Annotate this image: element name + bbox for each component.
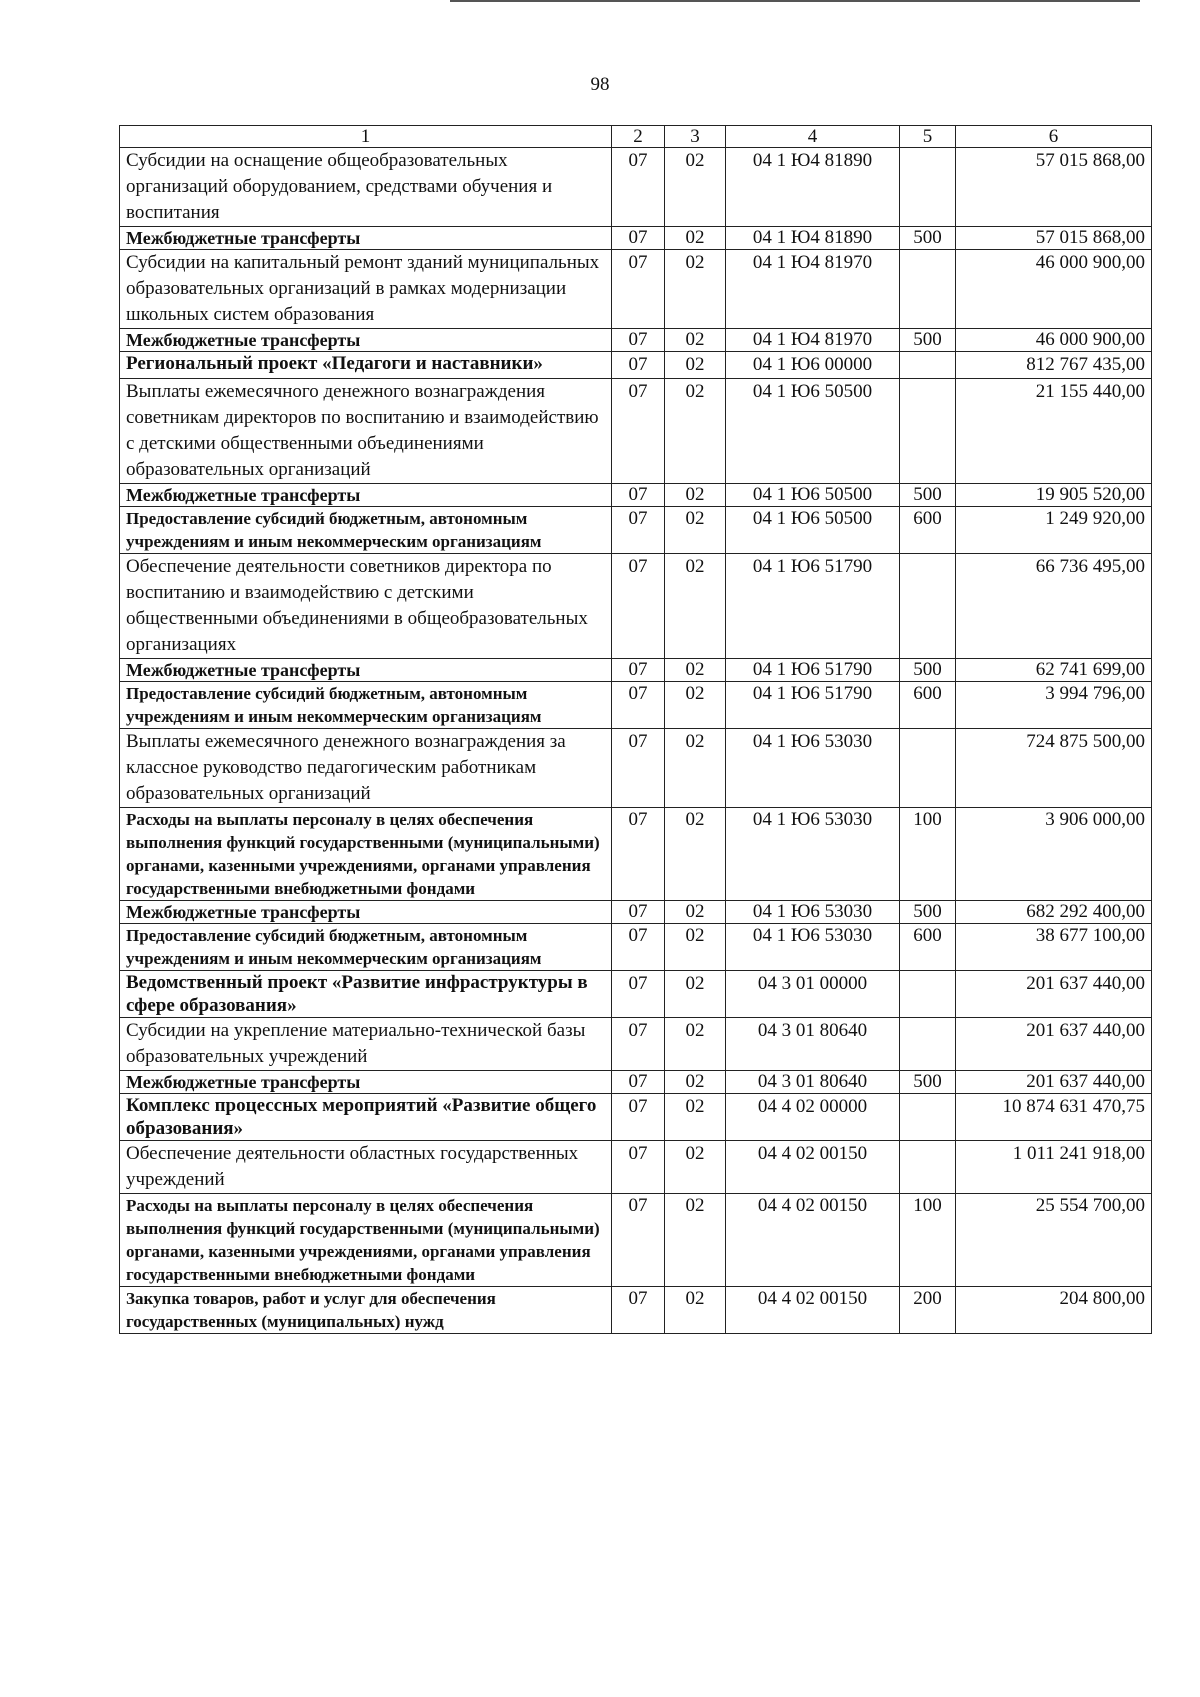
row-expense-type: 600 <box>900 507 956 554</box>
table-row <box>120 1287 1152 1334</box>
row-section: 07 <box>612 1194 665 1287</box>
row-target-article: 04 3 01 80640 <box>726 1071 900 1094</box>
row-amount: 25 554 700,00 <box>956 1194 1152 1287</box>
row-subsection: 02 <box>665 329 726 352</box>
row-subsection: 02 <box>665 379 726 484</box>
row-subsection: 02 <box>665 554 726 659</box>
table-row <box>120 554 1152 659</box>
row-amount: 812 767 435,00 <box>956 352 1152 379</box>
row-section: 07 <box>612 1018 665 1071</box>
row-name: Ведомственный проект «Развитие инфраструктуры в сфере образования» <box>120 971 612 1018</box>
row-section: 07 <box>612 250 665 329</box>
row-subsection: 02 <box>665 227 726 250</box>
row-section: 07 <box>612 554 665 659</box>
row-amount: 724 875 500,00 <box>956 729 1152 808</box>
table-row <box>120 971 1152 1018</box>
row-name: Межбюджетные трансферты <box>120 227 612 250</box>
row-target-article: 04 4 02 00000 <box>726 1094 900 1141</box>
row-name: Обеспечение деятельности областных государственных учреждений <box>120 1141 612 1194</box>
row-section: 07 <box>612 1287 665 1334</box>
row-section: 07 <box>612 901 665 924</box>
row-expense-type <box>900 1094 956 1141</box>
row-amount: 201 637 440,00 <box>956 1018 1152 1071</box>
header-col-3: 3 <box>665 126 726 148</box>
row-expense-type <box>900 729 956 808</box>
row-section: 07 <box>612 352 665 379</box>
row-subsection: 02 <box>665 250 726 329</box>
row-subsection: 02 <box>665 659 726 682</box>
row-name: Обеспечение деятельности советников директора по воспитанию и взаимодействию с детскими общественными объединениями в общеобразовательных организациях <box>120 554 612 659</box>
row-target-article: 04 1 Ю6 50500 <box>726 484 900 507</box>
table-row <box>120 659 1152 682</box>
header-col-5: 5 <box>900 126 956 148</box>
row-target-article: 04 4 02 00150 <box>726 1141 900 1194</box>
row-expense-type: 500 <box>900 901 956 924</box>
row-section: 07 <box>612 1071 665 1094</box>
table-row <box>120 682 1152 729</box>
row-name: Межбюджетные трансферты <box>120 1071 612 1094</box>
row-section: 07 <box>612 484 665 507</box>
row-name: Субсидии на капитальный ремонт зданий муниципальных образовательных организаций в рамках модернизации школьных систем образования <box>120 250 612 329</box>
row-amount: 204 800,00 <box>956 1287 1152 1334</box>
row-expense-type: 100 <box>900 1194 956 1287</box>
table-row <box>120 352 1152 379</box>
row-amount: 62 741 699,00 <box>956 659 1152 682</box>
row-expense-type: 500 <box>900 329 956 352</box>
row-amount: 10 874 631 470,75 <box>956 1094 1152 1141</box>
row-subsection: 02 <box>665 971 726 1018</box>
row-target-article: 04 1 Ю6 51790 <box>726 682 900 729</box>
row-target-article: 04 1 Ю6 53030 <box>726 924 900 971</box>
row-section: 07 <box>612 507 665 554</box>
row-amount: 1 249 920,00 <box>956 507 1152 554</box>
row-expense-type: 500 <box>900 227 956 250</box>
row-target-article: 04 1 Ю4 81890 <box>726 227 900 250</box>
row-subsection: 02 <box>665 1071 726 1094</box>
row-subsection: 02 <box>665 1094 726 1141</box>
row-amount: 57 015 868,00 <box>956 148 1152 227</box>
row-target-article: 04 3 01 00000 <box>726 971 900 1018</box>
row-subsection: 02 <box>665 484 726 507</box>
row-target-article: 04 1 Ю6 51790 <box>726 659 900 682</box>
row-target-article: 04 1 Ю6 50500 <box>726 507 900 554</box>
row-section: 07 <box>612 148 665 227</box>
table-row <box>120 250 1152 329</box>
row-expense-type <box>900 554 956 659</box>
row-expense-type <box>900 148 956 227</box>
row-target-article: 04 4 02 00150 <box>726 1194 900 1287</box>
row-section: 07 <box>612 971 665 1018</box>
row-target-article: 04 1 Ю6 53030 <box>726 808 900 901</box>
row-amount: 21 155 440,00 <box>956 379 1152 484</box>
table-row <box>120 924 1152 971</box>
row-section: 07 <box>612 227 665 250</box>
table-row <box>120 1094 1152 1141</box>
row-amount: 46 000 900,00 <box>956 250 1152 329</box>
row-amount: 57 015 868,00 <box>956 227 1152 250</box>
row-target-article: 04 1 Ю6 53030 <box>726 729 900 808</box>
row-amount: 46 000 900,00 <box>956 329 1152 352</box>
row-section: 07 <box>612 682 665 729</box>
row-name: Субсидии на укрепление материально-технической базы образовательных учреждений <box>120 1018 612 1071</box>
row-name: Межбюджетные трансферты <box>120 659 612 682</box>
row-target-article: 04 1 Ю4 81970 <box>726 329 900 352</box>
row-target-article: 04 1 Ю6 51790 <box>726 554 900 659</box>
row-expense-type: 600 <box>900 924 956 971</box>
row-section: 07 <box>612 1094 665 1141</box>
row-amount: 3 994 796,00 <box>956 682 1152 729</box>
table-row <box>120 329 1152 352</box>
row-expense-type: 200 <box>900 1287 956 1334</box>
row-section: 07 <box>612 659 665 682</box>
row-amount: 19 905 520,00 <box>956 484 1152 507</box>
row-name: Расходы на выплаты персоналу в целях обеспечения выполнения функций государственными (муниципальными) органами, казенными учреждениями, органами управления государственными внебюджетными фондами <box>120 808 612 901</box>
row-name: Выплаты ежемесячного денежного вознаграждения за классное руководство педагогическим работникам образовательных организаций <box>120 729 612 808</box>
row-name: Предоставление субсидий бюджетным, автономным учреждениям и иным некоммерческим организациям <box>120 682 612 729</box>
row-expense-type <box>900 1018 956 1071</box>
row-section: 07 <box>612 329 665 352</box>
page-number: 98 <box>590 74 610 95</box>
row-subsection: 02 <box>665 1287 726 1334</box>
row-subsection: 02 <box>665 1194 726 1287</box>
row-expense-type: 100 <box>900 808 956 901</box>
row-subsection: 02 <box>665 682 726 729</box>
table-row <box>120 227 1152 250</box>
row-amount: 201 637 440,00 <box>956 1071 1152 1094</box>
row-amount: 682 292 400,00 <box>956 901 1152 924</box>
scan-edge-line <box>450 0 1140 2</box>
row-expense-type: 500 <box>900 659 956 682</box>
table-row <box>120 1194 1152 1287</box>
row-subsection: 02 <box>665 901 726 924</box>
table-row <box>120 484 1152 507</box>
table-row <box>120 1141 1152 1194</box>
row-target-article: 04 1 Ю4 81970 <box>726 250 900 329</box>
row-name: Межбюджетные трансферты <box>120 329 612 352</box>
row-expense-type <box>900 1141 956 1194</box>
row-expense-type <box>900 971 956 1018</box>
table-row <box>120 379 1152 484</box>
table-row <box>120 507 1152 554</box>
row-subsection: 02 <box>665 729 726 808</box>
row-name: Предоставление субсидий бюджетным, автономным учреждениям и иным некоммерческим организациям <box>120 507 612 554</box>
row-target-article: 04 1 Ю6 00000 <box>726 352 900 379</box>
row-expense-type: 600 <box>900 682 956 729</box>
header-col-6: 6 <box>956 126 1152 148</box>
row-name: Закупка товаров, работ и услуг для обеспечения государственных (муниципальных) нужд <box>120 1287 612 1334</box>
row-expense-type: 500 <box>900 484 956 507</box>
row-section: 07 <box>612 379 665 484</box>
row-target-article: 04 3 01 80640 <box>726 1018 900 1071</box>
row-subsection: 02 <box>665 924 726 971</box>
row-section: 07 <box>612 729 665 808</box>
row-expense-type <box>900 379 956 484</box>
row-subsection: 02 <box>665 808 726 901</box>
row-name: Межбюджетные трансферты <box>120 484 612 507</box>
table-row <box>120 729 1152 808</box>
row-name: Выплаты ежемесячного денежного вознаграждения советникам директоров по воспитанию и взаимодействию с детскими общественными объединениями образовательных организаций <box>120 379 612 484</box>
table-row <box>120 901 1152 924</box>
row-amount: 201 637 440,00 <box>956 971 1152 1018</box>
row-section: 07 <box>612 1141 665 1194</box>
row-name: Предоставление субсидий бюджетным, автономным учреждениям и иным некоммерческим организациям <box>120 924 612 971</box>
row-subsection: 02 <box>665 148 726 227</box>
header-col-2: 2 <box>612 126 665 148</box>
row-section: 07 <box>612 808 665 901</box>
row-expense-type <box>900 352 956 379</box>
row-subsection: 02 <box>665 352 726 379</box>
row-amount: 3 906 000,00 <box>956 808 1152 901</box>
budget-table <box>119 125 1152 1334</box>
row-expense-type <box>900 250 956 329</box>
header-col-1: 1 <box>120 126 612 148</box>
row-name: Расходы на выплаты персоналу в целях обеспечения выполнения функций государственными (муниципальными) органами, казенными учреждениями, органами управления государственными внебюджетными фондами <box>120 1194 612 1287</box>
header-col-4: 4 <box>726 126 900 148</box>
table-body <box>120 148 1152 1334</box>
table-row <box>120 1018 1152 1071</box>
row-target-article: 04 4 02 00150 <box>726 1287 900 1334</box>
row-target-article: 04 1 Ю6 50500 <box>726 379 900 484</box>
row-subsection: 02 <box>665 1018 726 1071</box>
row-amount: 66 736 495,00 <box>956 554 1152 659</box>
row-name: Региональный проект «Педагоги и наставники» <box>120 352 612 379</box>
row-subsection: 02 <box>665 1141 726 1194</box>
table-row <box>120 148 1152 227</box>
header-row <box>120 126 1152 148</box>
row-name: Комплекс процессных мероприятий «Развитие общего образования» <box>120 1094 612 1141</box>
row-name: Межбюджетные трансферты <box>120 901 612 924</box>
table-row <box>120 808 1152 901</box>
row-section: 07 <box>612 924 665 971</box>
row-amount: 1 011 241 918,00 <box>956 1141 1152 1194</box>
row-amount: 38 677 100,00 <box>956 924 1152 971</box>
row-name: Субсидии на оснащение общеобразовательных организаций оборудованием, средствами обучения и воспитания <box>120 148 612 227</box>
row-expense-type: 500 <box>900 1071 956 1094</box>
row-target-article: 04 1 Ю6 53030 <box>726 901 900 924</box>
row-subsection: 02 <box>665 507 726 554</box>
table-row <box>120 1071 1152 1094</box>
row-target-article: 04 1 Ю4 81890 <box>726 148 900 227</box>
